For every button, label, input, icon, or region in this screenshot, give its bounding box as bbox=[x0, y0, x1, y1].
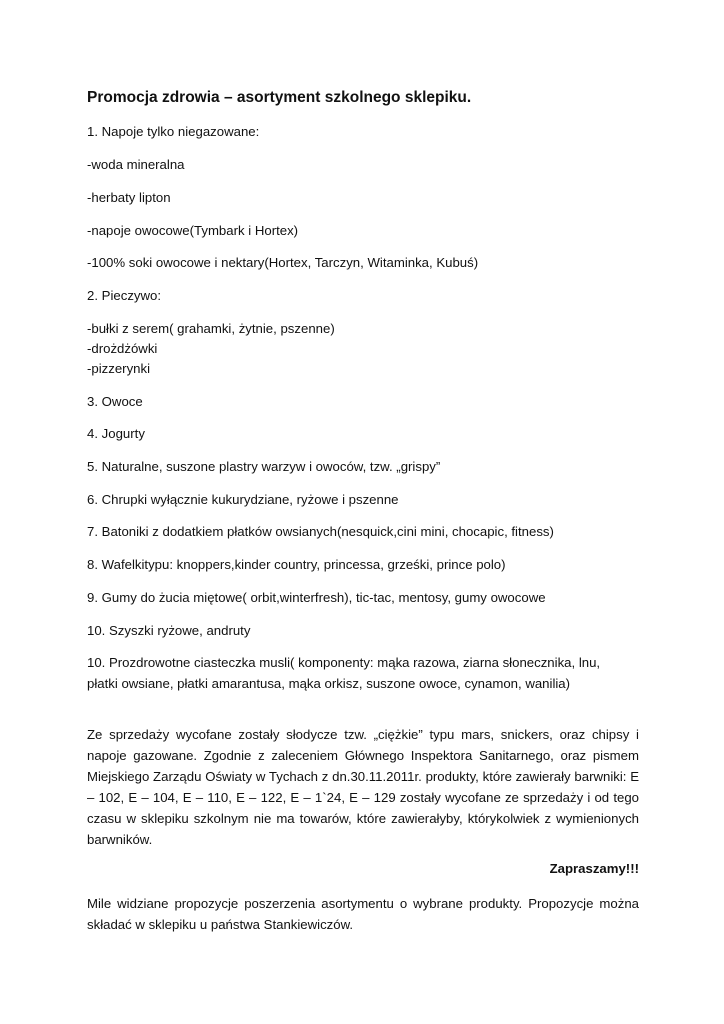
invitation-text: Zapraszamy!!! bbox=[549, 861, 639, 876]
list-item: 5. Naturalne, suszone plastry warzyw i owoców, tzw. „grispy” bbox=[87, 459, 441, 474]
list-item: płatki owsiane, płatki amarantusa, mąka orkisz, suszone owoce, cynamon, wanilia) bbox=[87, 676, 571, 691]
list-item: -pizzerynki bbox=[87, 361, 151, 376]
list-item: -napoje owocowe(Tymbark i Hortex) bbox=[87, 223, 299, 238]
list-item: 3. Owoce bbox=[87, 394, 143, 409]
list-item: -woda mineralna bbox=[87, 157, 185, 172]
list-item: -100% soki owocowe i nektary(Hortex, Tarczyn, Witaminka, Kubuś) bbox=[87, 255, 479, 270]
list-item: 6. Chrupki wyłącznie kukurydziane, ryżowe i pszenne bbox=[87, 492, 399, 507]
list-item: 9. Gumy do żucia miętowe( orbit,winterfresh), tic-tac, mentosy, gumy owocowe bbox=[87, 590, 546, 605]
closing-paragraph: Mile widziane propozycje poszerzenia asortymentu o wybrane produkty. Propozycje można składać w sklepiku u państwa Stankiewiczów. bbox=[87, 896, 639, 932]
list-item: 10. Szyszki ryżowe, andruty bbox=[87, 623, 251, 638]
list-heading-bread: 2. Pieczywo: bbox=[87, 288, 162, 303]
list-heading-drinks: 1. Napoje tylko niegazowane: bbox=[87, 124, 260, 139]
list-item: -herbaty lipton bbox=[87, 190, 171, 205]
list-item: 4. Jogurty bbox=[87, 426, 145, 441]
list-item: -bułki z serem( grahamki, żytnie, pszenne) bbox=[87, 321, 335, 336]
list-item: 10. Prozdrowotne ciasteczka musli( komponenty: mąka razowa, ziarna słonecznika, lnu, bbox=[87, 655, 601, 670]
list-item: 8. Wafelkitypu: knoppers,kinder country, princessa, grześki, prince polo) bbox=[87, 557, 506, 572]
info-paragraph: Ze sprzedaży wycofane zostały słodycze tzw. „ciężkie” typu mars, snickers, oraz chipsy i napoje gazowane. Zgodnie z zaleceniem Głównego Inspektora Sanitarnego, oraz pismem Miejskiego Zarządu Oświaty w Tychach z dn.30.11.2011r. produkty, które zawierały barwniki: E – 102, E – 104, E – 110, E – 122, E – 1`24, E – 129 zostały wycofane ze sprzedaży i od tego czasu w sklepiku szkolnym nie ma towarów, które zawierałyby, którykolwiek z wymienionych barwników. bbox=[87, 727, 639, 847]
document-title: Promocja zdrowia – asortyment szkolnego sklepiku. bbox=[87, 89, 472, 106]
list-item: 7. Batoniki z dodatkiem płatków owsianych(nesquick,cini mini, chocapic, fitness) bbox=[87, 524, 554, 539]
list-item: -drożdżówki bbox=[87, 341, 158, 356]
